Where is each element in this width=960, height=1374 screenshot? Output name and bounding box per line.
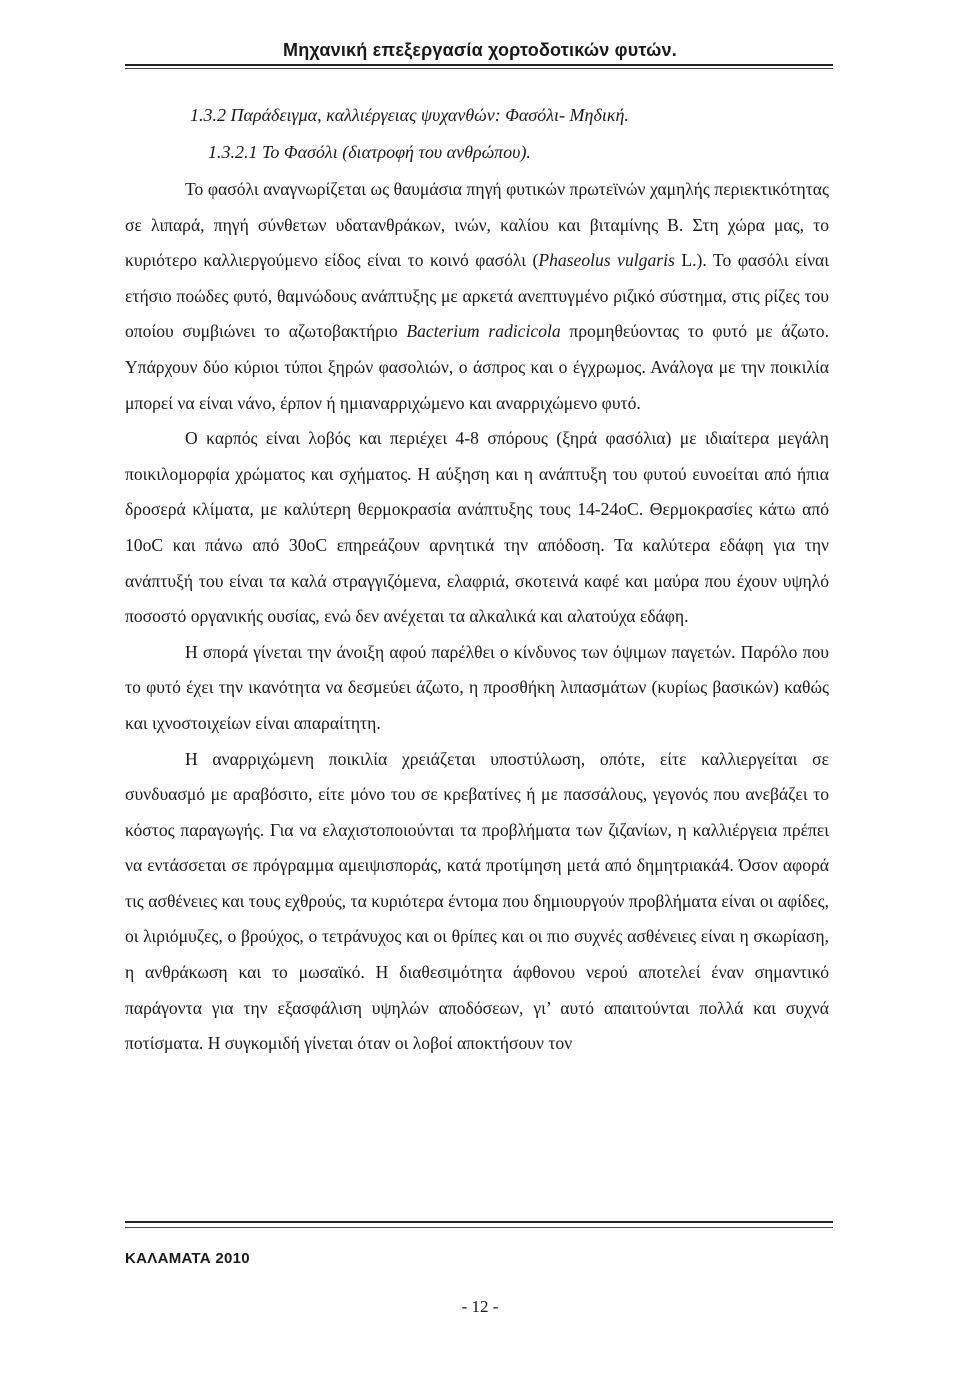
subsection-heading: 1.3.2.1 Το Φασόλι (διατροφή του ανθρώπου). <box>208 142 531 162</box>
paragraph-1-text-c: προμηθεύοντας το φυτό με άζωτο. Υπάρχουν δύο κύριοι τύποι ξηρών φασολιών, ο άσπρος και ο έγχρωμος. Ανάλογα με την ποικιλία μπορεί να είναι νάνο, έρπον ή ημιαναρριχώμενο και αναρριχώμενο φυτό. <box>125 321 829 413</box>
paragraph-3: Η σπορά γίνεται την άνοιξη αφού παρέλθει ο κίνδυνος των όψιμων παγετών. Παρόλο που το φυτό έχει την ικανότητα να δεσμεύει άζωτο, η προσθήκη λιπασμάτων (κυρίως βασικών) καθώς και ιχνοστοιχείων είναι απαραίτητη. <box>125 641 829 733</box>
paragraph-4: Η αναρριχώμενη ποικιλία χρειάζεται υποστύλωση, οπότε, είτε καλλιεργείται σε συνδυασμό με αραβόσιτο, είτε μόνο του σε κρεβατίνες ή με πασσάλους, γεγονός που ανεβάζει το κόστος παραγωγής. Για να ελαχιστοποιούνται τα προβλήματα των ζιζανίων, η καλλιέργεια πρέπει να εντάσσεται σε πρόγραμμα αμειψισποράς, κατά προτίμηση μετά από δημητριακά4. Όσον αφορά τις ασθένειες και τους εχθρούς, τα κυριότερα έντομα που δημιουργούν προβλήματα είναι οι αφίδες, οι λιριόμυζες, ο βρούχος, ο τετράνυχος και οι θρίπες και οι πιο συχνές ασθένειες είναι η σκωρίαση, η ανθράκωση και το μωσαϊκό. Η διαθεσιμότητα άφθονου νερού αποτελεί έναν σημαντικό παράγοντα για την εξασφάλιση υψηλών αποδόσεων, γι’ αυτό απαιτούνται πολλά και συχνά ποτίσματα. Η συγκομιδή γίνεται όταν οι λοβοί αποκτήσουν τον <box>125 748 829 1054</box>
header-divider <box>125 64 833 66</box>
section-heading: 1.3.2 Παράδειγμα, καλλιέργειας ψυχανθών: Φασόλι- Μηδική. <box>190 105 629 125</box>
footer-city-year: ΚΑΛΑΜΑΤΑ 2010 <box>125 1250 250 1267</box>
footer-divider <box>125 1221 833 1223</box>
body-text <box>125 172 829 1062</box>
footer-divider-thin <box>125 1227 833 1228</box>
paragraph-1 <box>125 172 829 421</box>
paragraph-2: Ο καρπός είναι λοβός και περιέχει 4-8 σπόρους (ξηρά φασόλια) με ιδιαίτερα μεγάλη ποικιλομορφία χρώματος και σχήματος. Η αύξηση και η ανάπτυξη του φυτού ευνοείται από ήπια δροσερά κλίματα, με καλύτερη θερμοκρασία ανάπτυξης τους 14-24oC. Θερμοκρασίες κάτω από 10oC και πάνω από 30oC επηρεάζουν αρνητικά την απόδοση. Τα καλύτερα εδάφη για την ανάπτυξή του είναι τα καλά στραγγιζόμενα, ελαφριά, σκοτεινά καφέ και μαύρα που έχουν υψηλό ποσοστό οργανικής ουσίας, ενώ δεν ανέχεται τα αλκαλικά και αλατούχα εδάφη. <box>125 428 829 627</box>
page-number: - 12 - <box>461 1297 499 1316</box>
header-divider-thin <box>125 68 833 69</box>
scientific-name-bacterium: Bacterium radicicola <box>406 321 561 342</box>
paragraph-1-text-b: L.). Το φασόλι είναι ετήσιο ποώδες φυτό, θαμνώδους ανάπτυξης με αρκετά ανεπτυγμένο ριζικό σύστημα, στις ρίζες του οποίου συμβιώνει το αζωτοβακτήριο <box>125 250 829 342</box>
scientific-name-phaseolus: Phaseolus vulgaris <box>538 250 675 271</box>
paragraph-1-text-a: Το φασόλι αναγνωρίζεται ως θαυμάσια πηγή φυτικών πρωτεϊνών χαμηλής περιεκτικότητας σε λιπαρά, πηγή σύνθετων υδατανθράκων, ινών, καλίου και βιταμίνης Β. Στη χώρα μας, το κυριότερο καλλιεργούμενο είδος είναι το κοινό φασόλι ( <box>125 179 829 271</box>
page-header-title: Μηχανική επεξεργασία χορτοδοτικών φυτών. <box>283 40 677 60</box>
